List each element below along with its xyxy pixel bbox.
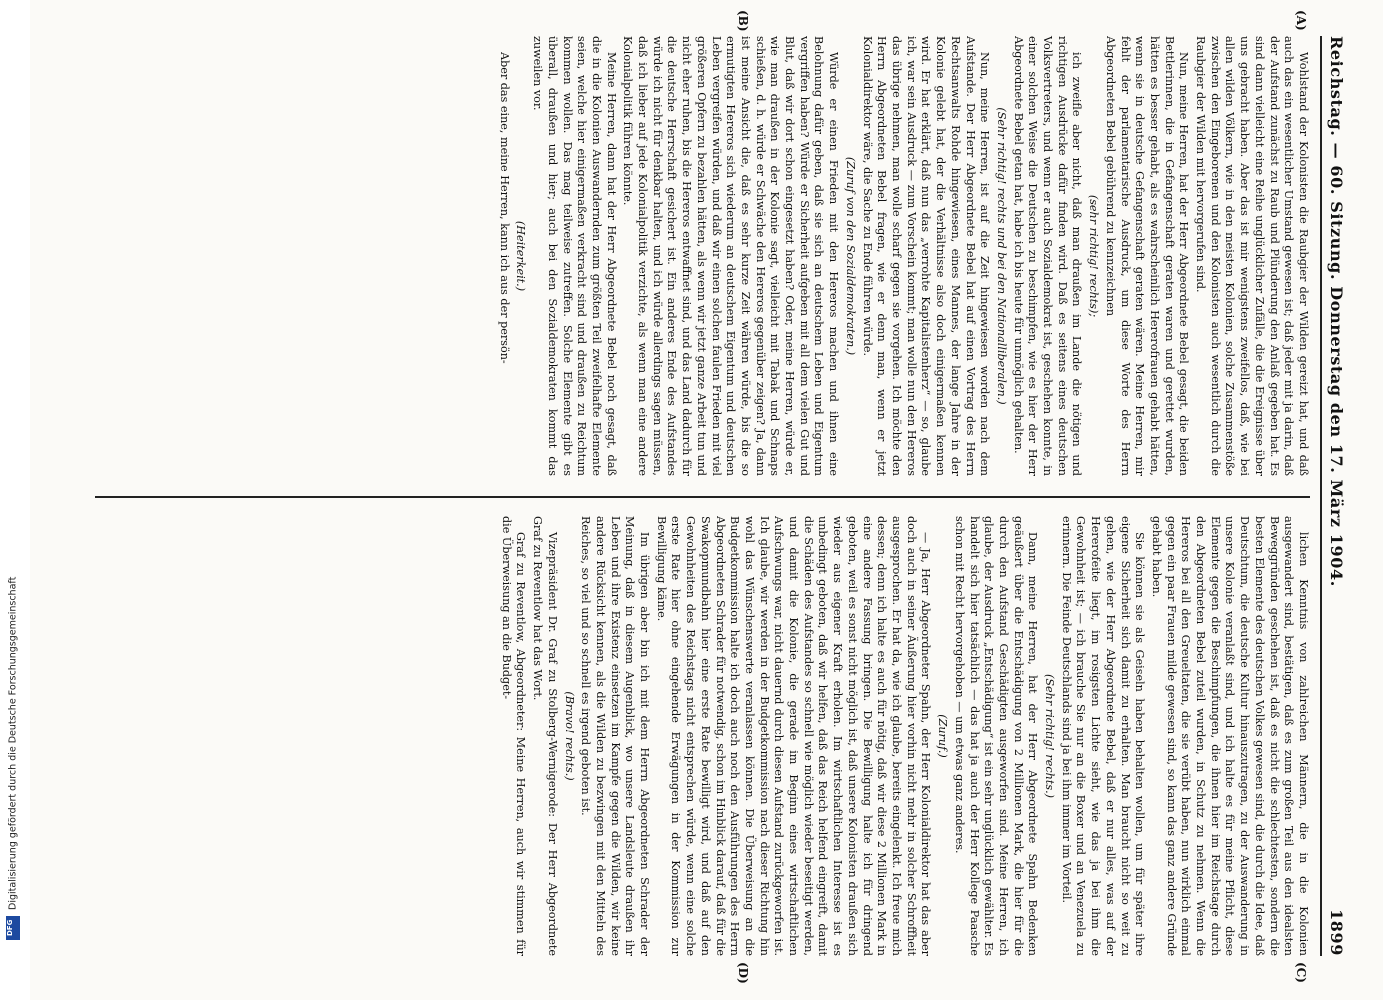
paragraph: ich zweifle aber nicht, daß man draußen im Lande die nötigen und richtigen Ausdrücke dafür finden wird. Daß es seitens eines deutschen Volksvertreters, und wenn er auch Sozialdemokrat ist, geschehen konnte, in einer solchen Weise die Deutschen zu beschimpfen, wie es hier der Herr Abgeordnete Bebel getan hat, habe ich bis heute für unmöglich gehalten. [1011,36,1084,476]
marker-c: (C) [1294,962,1308,983]
interjection: (Bravo! rechts.) [562,691,576,781]
digitization-credit [6,40,20,940]
paragraph: Nun, meine Herren, ist auf die Zeit hingewiesen worden nach dem Aufstande. Der Herr Abgeordnete Bebel hat auf einen Vortrag des Herrn Rechtsanwalts Rohde hingewiesen, eines Mannes, der lange Jahre in der Kolonie gelebt hat, der die Verhältnisse also doch einigermaßen kennen wird. Er hat erklärt, daß nun das „verrohte Kapitalistenherz“ — so, glaube ich, war sein Ausdruck — zum Vorschein kommt; man wolle nun den Hereros das übrige nehmen, man wolle scharf gegen sie vorgehen. Ich möchte den Herrn Abgeordneten Bebel fragen, wie er denn man, wenn er jetzt Kolonialdirektor wäre, die Sache zu Ende führen würde. [860,36,992,476]
paragraph: Aber das eine, meine Herren, kann ich aus der persön- [497,52,511,364]
paragraph: Sie können sie als Geiseln haben behalten wollen, um für später ihre eigene Sicherheit sich damit zu erhalten. Man braucht nicht so weit zu gehen, wie der Herr Abgeordnete Bebel, daß er nur alles, was auf der Hererofeite liegt, im rosigsten Lichte sieht, wie das ja bei ihm die Gewohnheit ist; — ich brauche Sie nur an die Boxer und an Venezuela zu erinnern. Die Feinde Deutschlands sind ja bei ihm immer im Vorteil. [1059,516,1147,956]
paragraph: Im übrigen aber bin ich mit dem Herrn Abgeordneten Schrader der Meinung, daß in diesem Augenblick, wo unsere Landsleute draußen ihr Leben und ihre Existenz einsetzen im Kampfe gegen die Wilden, wir keine andere Rücksicht kennen, als die Wilden zu bezwingen mit den Mitteln des Reiches, so viel und so schnell es irgend geboten ist. [579,516,652,956]
paragraph: Nun, meine Herren, hat der Herr Abgeordnete Bebel gesagt, die beiden Bettlerinnen, die in Gefangenschaft geraten waren und gerettet wurden, hätten es besser gehabt, als es wahrscheinlich Hererofrauen gehabt hätten, wenn sie in deutsche Gefangenschaft geraten wären. Meine Herren, mir fehlt der parlamentarische Ausdruck, um diese Worte des Herrn Abgeordneten Bebel gebührend zu kennzeichnen [1103,36,1191,476]
page-header-title: Reichstag. — 60. Sitzung. Donnerstag den 17. März 1904. [1327,36,1347,587]
page-number: 1899 [1327,909,1347,956]
scanned-page [30,0,1383,1000]
paragraph: Würde er einen Frieden mit den Hereros machen und ihnen eine Belohnung dafür geben, daß sie sich an deutschem Leben und Eigentum vergriffen haben? Würde er Sicherheit aufgeben mit all dem vielen Gut und Blut, daß wir dort schon eingesetzt haben? Oder, meine Herren, würde er, wie man draußen in der Kolonie sagt, vielleicht mit Tabak und Schnaps schießen, d. h. würde er Schwäche den Hereros gegenüber zeigen? Ja, dann ist meine Ansicht die, daß es sehr kurze Zeit währen würde, bis die so ermutigten Hereros sich wiederum an deutschem Eigentum und deutschen Leben vergreifen würden, und daß wir einen solchen faulen Frieden mit viel größeren Opfern zu bezahlen hätten, als wenn wir jetzt ganze Arbeit tun und nicht eher ruhen, bis die Hereros entwaffnet sind, und das Land dadurch für die deutsche Herrschaft gesichert ist. Ein anderes Ende des Aufstandes würde ich nicht für denkbar halten, und ich würde allerdings sagen müssen, daß ich lieber auf jede Kolonialpolitik verzichte, als wenn man eine andere Kolonialpolitik führen könnte. [621,36,841,476]
interjection: (Zuruf von den Sozialdemokraten.) [843,156,857,356]
paragraph: — Ja, Herr Abgeordneter Spahn, der Herr Kolonialdirektor hat das aber doch auch in seiner Äußerung hier vorhin nicht mehr in solcher Schroffheit ausgesprochen. Er hat da, wie ich glaube, bereits eingelenkt. Ich freue mich dessen; denn ich halte es auch für nötig, daß wir diese 2 Millionen Mark in eine andere Fassung bringen. Die Bewilligung halte ich für dringend geboten, weil es sonst nicht möglich ist, daß unsere Kolonisten draußen sich wieder aus eigener Kraft erholen. Im wirtschaftlichen Interesse ist es unbedingt geboten, daß wir helfen, daß das Reich helfend eingreift, damit die Schäden des Aufstandes so schnell wie möglich wieder beseitigt werden, und damit die Kolonie, die gerade im Beginn eines wirtschaftlichen Aufschwungs war, nicht dauernd durch diesen Aufstand zurückgeworfen ist. Ich glaube, wir werden in der Budgetkommission nach dieser Richtung hin wohl das Wünschenswerte veranlassen können. Die Überweisung an die Budgetkommission halte ich doch auch noch den Ausführungen des Herrn Abgeordneten Schrader für notwendig, schon im Hinblick darauf, daß für die Swakopmundbahn hier eine erste Rate bewilligt wird, und daß auf den Gewohnheiten des Reichstags nicht entsprechen würde, wenn eine solche erste Rate hier ohne eingehende Erwägungen in der Kommission zur Bewilligung käme. [654,516,933,956]
paragraph: Meine Herren, dann hat der Herr Abgeordnete Bebel noch gesagt, daß die in die Kolonien Auswandernden zum größten Teil zweifelhafte Elemente seien, welche hier einigermaßen verkracht sind und draußen zu Reichtum kommen wollen. Das mag teilweise zutreffen. Solche Elemente gibt es überall, draußen und hier; auch bei den Sozialdemokraten kommt das zuweilen vor. [531,36,618,476]
interjection: (Sehr richtig! rechts und bei den Nationalliberalen.) [994,107,1008,405]
column-divider [95,496,1310,498]
header-rule [1320,36,1322,956]
rotated-content [80,10,1350,984]
digitization-credit-text: Digitalisierung gefördert durch die Deutsche Forschungsgemeinschaft [7,576,19,910]
interjection: (Zuruf.) [936,714,950,758]
paragraph: Graf zu Reventlow, Abgeordneter: Meine Herren, auch wir stimmen für die Überweisung an die Budget- [499,516,528,956]
marker-a: (A) [1294,10,1308,31]
marker-b: (B) [736,10,750,32]
left-column [494,36,1310,476]
paragraph: lichen Kenntnis von zahlreichen Männern, die in die Kolonien ausgewandert sind, bestätigen, daß es zum großen Teil aus den idealsten Beweggründen geschehen ist, daß es nicht die schlechtesten, sondern die besten Elemente des deutschen Volkes gewesen sind, die durch die Idee, daß Deutschtum, die deutsche Kultur hinauszutragen, zu der Auswanderung in unsere Kolonie veranlaßt sind, und ich halte es für meine Pflicht, diese Elemente gegen die Beschimpfungen, die ihnen hier im Reichstage durch den Abgeordneten Bebel zuteil wurden, in Schutz zu nehmen. Wenn die Hereros bei all den Greueltaten, die sie verübt haben, nun wirklich einmal gegen ein paar Frauen milde gewesen sind, so kann das ganz andere Gründe gehabt haben. [1149,516,1310,956]
right-column [496,516,1310,956]
interjection: (Sehr richtig! rechts.) [1043,673,1057,799]
interjection: (sehr richtig! rechts); [1087,194,1101,318]
interjection: (Heiterkeit.) [514,220,528,292]
page-header [1324,36,1350,956]
marker-d: (D) [736,962,750,984]
paragraph: Dann, meine Herren, hat der Herr Abgeordnete Spahn Bedenken geäußert über die Entschädigung von 2 Millionen Mark, die hier für die durch den Aufstand Geschädigten ausgeworfen sind. Meine Herren, ich glaube, der Ausdruck „Entschädigung“ ist ein sehr unglücklich gewählter. Es handelt sich hier tatsächlich — das hat ja auch der Herr Kollege Paasche schon mit Recht hervorgehoben — um etwas ganz anderes. [952,516,1040,956]
dfg-logo: DFG [6,916,20,940]
paragraph: Wohlstand der Kolonisten die Raubgier der Wilden gereizt hat, und daß auch das ein wesentlicher Umstand gewesen ist; daß jeder mit ja darin, daß der Aufstand zunächst zu Raub und Plünderung den Anlaß gegeben hat. Es sind dann vielleicht eine Reihe unglücklicher Zufälle, die die Ereignisse über uns gebracht haben. Aber das ist mir wenigstens zweifellos, daß, wie bei allen wilden Völkern, wie in den meisten Kolonien, solche Zusammenstöße zwischen den Eingeborenen und den Kolonisten auch wesentlich durch die Raubgier der Wilden mit hervorgerufen sind. [1194,36,1310,476]
paragraph: Vizepräsident Dr. Graf zu Stolberg-Wernigerode: Der Herr Abgeordnete Graf zu Reventlow hat das Wort. [531,516,559,956]
